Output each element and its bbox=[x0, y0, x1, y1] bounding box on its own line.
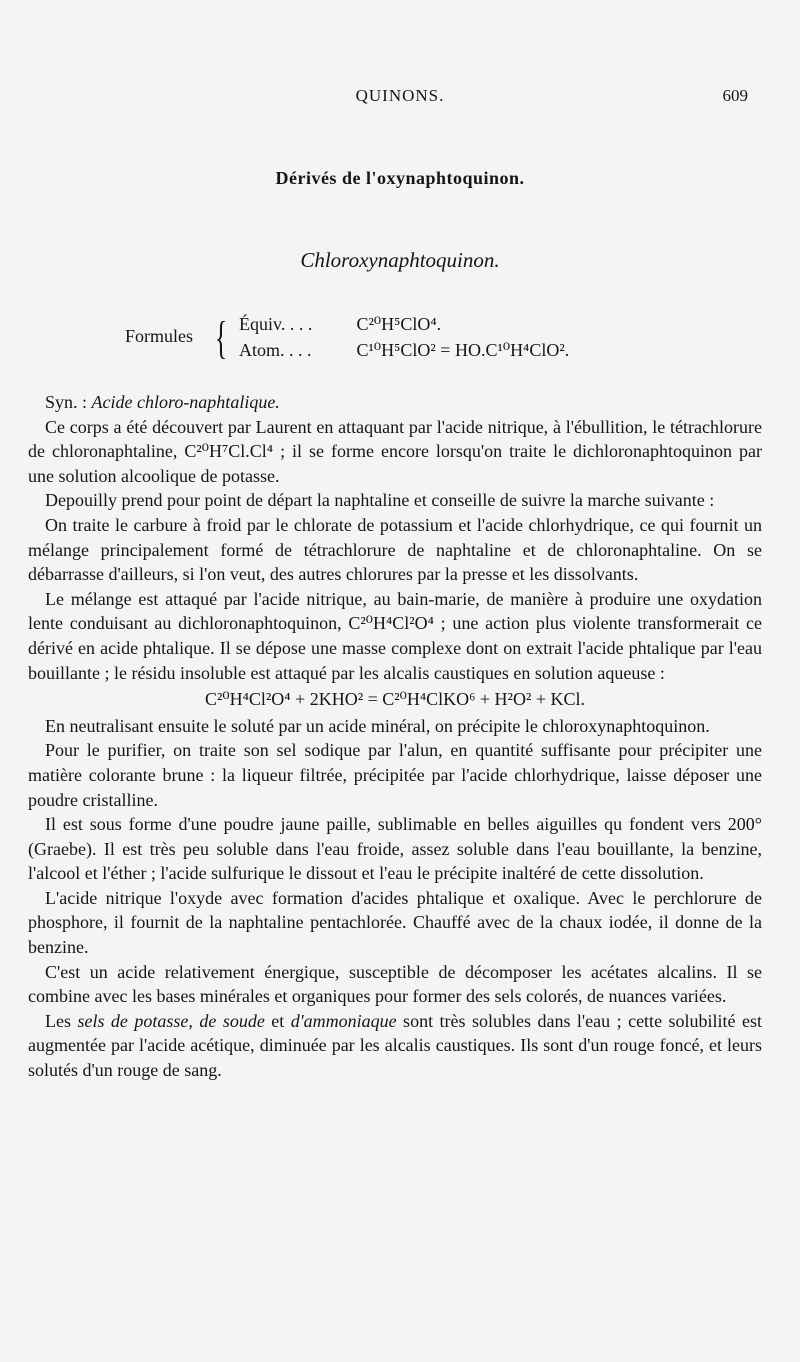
text-run: et bbox=[264, 1010, 291, 1031]
formula-value: C¹⁰H⁵ClO² = HO.C¹⁰H⁴ClO². bbox=[356, 340, 570, 360]
text-run-italic: sels de potasse, de soude bbox=[77, 1010, 265, 1031]
text-run-italic: d'ammoniaque bbox=[290, 1010, 397, 1031]
formula-row-equiv bbox=[239, 314, 441, 335]
paragraph bbox=[28, 1009, 762, 1083]
paragraph: Il est sous forme d'une poudre jaune paille, sublimable en belles aiguilles qu fondent vers 200° (Graebe). Il est très peu soluble dans l'eau froide, assez soluble dans l'eau bouillante, la benzine, l'alcool et l'éther ; l'acide sulfurique le dissout et l'eau le précipite inaltéré de cette dissolution. bbox=[28, 814, 762, 884]
brace-icon: { bbox=[215, 312, 228, 363]
paragraph: Depouilly prend pour point de départ la naphtaline et conseille de suivre la marche suivante : bbox=[45, 490, 715, 511]
formula-label: Formules bbox=[125, 326, 194, 346]
text-run: sont très solubles dans l'eau ; cette solubilité est augmentée par l'acide acétique, diminuée par les alcalis caustiques. Ils sont d'un rouge foncé, et leurs solutés d'un rouge de sang. bbox=[28, 1010, 762, 1081]
syn-prefix: Syn. : bbox=[45, 392, 92, 412]
paragraph: Pour le purifier, on traite son sel sodique par l'alun, en quantité suffisante pour précipiter une matière colorante brune : la liqueur filtrée, précipitée par l'acide chlorhydrique, laisse déposer une poudre cristalline. bbox=[28, 740, 762, 810]
formula-row-atom bbox=[239, 340, 569, 361]
paragraph: Ce corps a été découvert par Laurent en attaquant par l'acide nitrique, à l'ébullition, le tétrachlorure de chloronaphtaline, C²⁰H⁷Cl.Cl⁴ ; il se forme encore lorsqu'on traite le dichloronaphtoquinon par une solution alcoolique de potasse. bbox=[28, 416, 762, 486]
equation: C²⁰H⁴Cl²O⁴ + 2KHO² = C²⁰H⁴ClKO⁶ + H²O² + KCl. bbox=[204, 689, 586, 710]
formula-block bbox=[125, 312, 685, 372]
paragraph: C'est un acide relativement énergique, susceptible de décomposer les acétates alcalins. Il se combine avec les bases minérales et organiques pour former des sels colorés, de nuances variées. bbox=[28, 961, 762, 1007]
paragraph: En neutralisant ensuite le soluté par un acide minéral, on précipite le chloroxynaphtoquinon. bbox=[45, 715, 710, 736]
running-title: QUINONS. bbox=[355, 86, 445, 105]
section-title: Dérivés de l'oxynaphtoquinon. bbox=[275, 168, 525, 188]
paragraph: L'acide nitrique l'oxyde avec formation d'acides phtalique et oxalique. Avec le perchlorure de phosphore, il fournit de la naphtaline pentachlorée. Chauffé avec de la chaux iodée, il donne de la benzine. bbox=[28, 887, 762, 958]
text-run: Les bbox=[45, 1010, 78, 1031]
syn-name: Acide chloro-naphtalique. bbox=[91, 392, 280, 412]
formula-value: C²⁰H⁵ClO⁴. bbox=[356, 314, 442, 334]
paragraph: On traite le carbure à froid par le chlorate de potassium et l'acide chlorhydrique, ce qui fournit un mélange principalement formé de tétrachlorure de naphtaline et de chloronaphtaline. On se débarrasse d'ailleurs, si l'on veut, des autres chlorures par la presse et les dissolvants. bbox=[28, 514, 762, 585]
formula-name: Atom. . . . bbox=[239, 340, 312, 360]
body-text bbox=[28, 390, 762, 1083]
running-header bbox=[0, 86, 800, 110]
synonym-line bbox=[28, 390, 762, 415]
formula-name: Équiv. . . . bbox=[239, 314, 313, 334]
compound-title: Chloroxynaphtoquinon. bbox=[300, 248, 500, 272]
page-number: 609 bbox=[722, 86, 748, 105]
paragraph: Le mélange est attaqué par l'acide nitrique, au bain-marie, de manière à produire une oxydation lente conduisant au dichloronaphtoquinon, C²⁰H⁴Cl²O⁴ ; une action plus violente transformerait ce dérivé en acide phtalique. Il se dépose une masse complexe dont on extrait l'acide phtalique par l'eau bouillante ; le résidu insoluble est attaqué par les alcalis caustiques en solution aqueuse : bbox=[28, 588, 762, 683]
